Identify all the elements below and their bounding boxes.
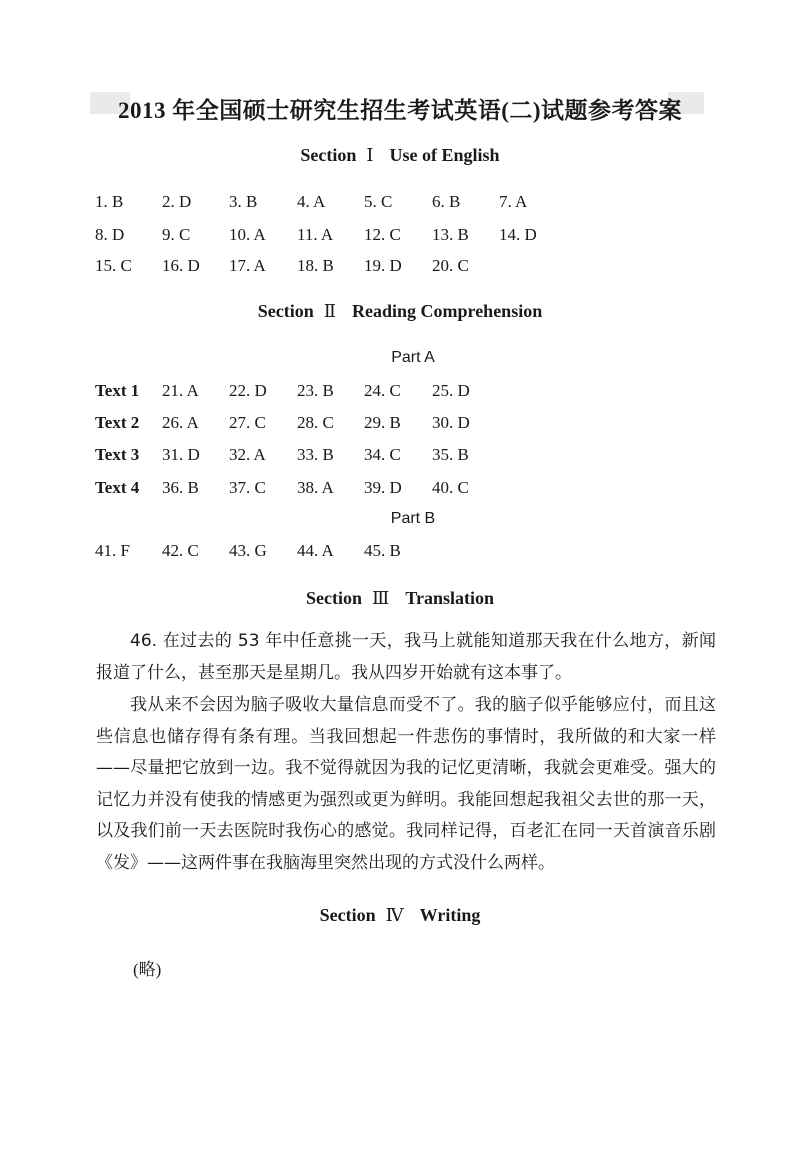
answer-item: 36. B (162, 478, 199, 497)
part-b-label: Part B (390, 510, 436, 527)
answer-item: 24. C (364, 381, 401, 400)
answer-item: 44. A (297, 541, 334, 560)
writing-omitted: (略) (133, 960, 162, 979)
answer-item: 32. A (229, 445, 266, 464)
answer-item: 41. F (95, 541, 130, 560)
section-4-label: Section (319, 905, 376, 925)
answer-item: 21. A (162, 381, 199, 400)
answer-item: 1. B (95, 192, 124, 211)
answer-item: 40. C (432, 478, 469, 497)
section-1-heading (0, 145, 800, 166)
answer-item: 29. B (364, 413, 401, 432)
page-title: 2013 年全国硕士研究生招生考试英语(二)试题参考答案 (117, 98, 683, 123)
text-label: Text 1 (95, 381, 140, 400)
section-1-name: Use of English (389, 145, 500, 165)
section-2-number: Ⅱ (323, 301, 337, 321)
answer-item: 22. D (229, 381, 267, 400)
answer-item: 16. D (162, 256, 200, 275)
text-label: Text 4 (95, 478, 140, 497)
section-2-heading (0, 301, 800, 322)
answer-item: 18. B (297, 256, 334, 275)
answer-item: 45. B (364, 541, 401, 560)
answer-item: 13. B (432, 225, 469, 244)
answer-item: 14. D (499, 225, 537, 244)
section-1-label: Section (300, 145, 357, 165)
answer-item: 19. D (364, 256, 402, 275)
section-3-name: Translation (405, 588, 495, 608)
translation-paragraph: 46. 在过去的 53 年中任意挑一天，我马上就能知道那天我在什么地方，新闻报道了什么，甚至那天是星期几。我从四岁开始就有这本事了。 (96, 631, 716, 683)
answer-item: 6. B (432, 192, 461, 211)
answer-item: 2. D (162, 192, 192, 211)
answer-item: 10. A (229, 225, 266, 244)
section-2-label: Section (257, 301, 314, 321)
section-3-heading (0, 588, 800, 609)
answer-item: 38. A (297, 478, 334, 497)
answer-item: 8. D (95, 225, 125, 244)
answer-item: 37. C (229, 478, 266, 497)
answer-item: 30. D (432, 413, 470, 432)
answer-item: 17. A (229, 256, 266, 275)
answer-item: 23. B (297, 381, 334, 400)
answer-item: 34. C (364, 445, 401, 464)
answer-item: 35. B (432, 445, 469, 464)
text-label: Text 2 (95, 413, 140, 432)
section-1-number: Ⅰ (366, 145, 374, 165)
answer-item: 43. G (229, 541, 267, 560)
translation-paragraph: 我从来不会因为脑子吸收大量信息而受不了。我的脑子似乎能够应付，而且这些信息也储存得有条有理。当我回想起一件悲伤的事情时，我所做的和大家一样——尽量把它放到一边。我不觉得就因为我的记忆更清晰，我就会更难受。强大的记忆力并没有使我的情感更为强烈或更为鲜明。我能回想起我祖父去世的那一天，以及我们前一天去医院时我伤心的感觉。我同样记得，百老汇在同一天首演音乐剧《发》——这两件事在我脑海里突然出现的方式没什么两样。 (96, 695, 716, 873)
answer-item: 15. C (95, 256, 132, 275)
section-4-heading (0, 905, 800, 926)
answer-item: 9. C (162, 225, 191, 244)
section-2-name: Reading Comprehension (352, 301, 543, 321)
answer-item: 4. A (297, 192, 326, 211)
section-3-number: Ⅲ (371, 588, 390, 608)
answer-item: 7. A (499, 192, 528, 211)
answer-item: 11. A (297, 225, 334, 244)
answer-item: 25. D (432, 381, 470, 400)
answer-item: 31. D (162, 445, 200, 464)
answer-item: 3. B (229, 192, 258, 211)
section-4-number: Ⅳ (385, 905, 404, 925)
answer-item: 28. C (297, 413, 334, 432)
text-label: Text 3 (95, 445, 140, 464)
answer-item: 33. B (297, 445, 334, 464)
section-4-name: Writing (419, 905, 481, 925)
answer-item: 20. C (432, 256, 469, 275)
answer-item: 27. C (229, 413, 266, 432)
answer-item: 12. C (364, 225, 401, 244)
answer-item: 26. A (162, 413, 199, 432)
section-3-label: Section (305, 588, 362, 608)
answer-item: 42. C (162, 541, 199, 560)
answer-item: 39. D (364, 478, 402, 497)
answer-item: 5. C (364, 192, 393, 211)
part-a-label: Part A (391, 349, 435, 366)
